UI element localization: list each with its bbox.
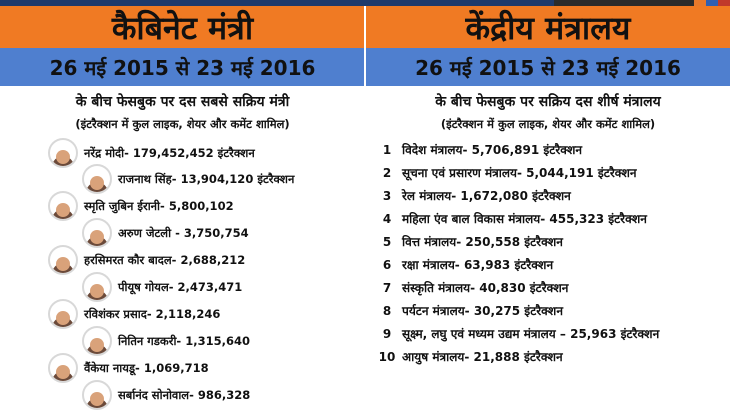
ministries-subtitle: के बीच फेसबुक पर सक्रिय दस शीर्ष मंत्रालय	[435, 94, 661, 110]
ministry-label: सूचना एवं प्रसारण मंत्रालय- 5,044,191 इंटरैक्शन	[402, 166, 637, 180]
person-photo-icon	[82, 164, 112, 194]
ministry-rank: 5	[382, 235, 392, 249]
ministry-label: आयुष मंत्रालय- 21,888 इंटरैक्शन	[402, 350, 563, 364]
ministries-date-range: 26 मई 2015 से 23 मई 2016	[366, 48, 730, 86]
minister-label: रविशंकर प्रसाद- 2,118,246	[84, 306, 221, 321]
ministry-item	[376, 303, 730, 319]
person-photo-icon	[48, 353, 78, 383]
person-photo-icon	[48, 191, 78, 221]
ministry-label: पर्यटन मंत्रालय- 30,275 इंटरैक्शन	[402, 304, 563, 318]
minister-label: पीयूष गोयल- 2,473,471	[118, 279, 243, 294]
minister-row	[82, 272, 242, 302]
person-photo-icon	[82, 218, 112, 248]
person-photo-icon	[82, 272, 112, 302]
ministry-rank: 9	[382, 327, 392, 341]
minister-row	[48, 353, 209, 383]
ministry-label: रेल मंत्रालय- 1,672,080 इंटरैक्शन	[402, 189, 571, 203]
person-photo-icon	[82, 380, 112, 410]
person-photo-icon	[82, 326, 112, 356]
cabinet-date-range: 26 मई 2015 से 23 मई 2016	[0, 48, 365, 86]
cabinet-subtitle: के बीच फेसबुक पर दस सबसे सक्रिय मंत्री	[75, 94, 290, 110]
ministry-rank: 4	[382, 212, 392, 226]
ministry-item	[376, 326, 730, 342]
person-photo-icon	[48, 299, 78, 329]
ministry-item	[376, 211, 730, 227]
ministry-rank: 6	[382, 258, 392, 272]
minister-row	[82, 380, 250, 410]
minister-label: हरसिमरत कौर बादल- 2,688,212	[84, 252, 246, 267]
cabinet-note: (इंटरैक्शन में कुल लाइक, शेयर और कमेंट शामिल)	[75, 117, 290, 131]
ministry-label: विदेश मंत्रालय- 5,706,891 इंटरैक्शन	[402, 143, 583, 157]
minister-label: राजनाथ सिंह- 13,904,120 इंटरैक्शन	[118, 171, 295, 186]
cabinet-ministers-panel	[0, 6, 365, 420]
ministry-item	[376, 257, 730, 273]
ministry-item	[376, 165, 730, 181]
minister-row	[82, 164, 294, 194]
minister-label: स्मृति जुबिन ईरानी- 5,800,102	[84, 198, 234, 213]
ministry-label: रक्षा मंत्रालय- 63,983 इंटरैक्शन	[402, 258, 554, 272]
ministry-rank: 3	[382, 189, 392, 203]
minister-list	[0, 138, 365, 408]
minister-label: नितिन गडकरी- 1,315,640	[118, 333, 250, 348]
person-photo-icon	[48, 138, 78, 168]
minister-row	[82, 326, 250, 356]
ministry-item	[376, 188, 730, 204]
minister-label: अरुण जेटली - 3,750,754	[118, 225, 249, 240]
ministry-label: वित्त मंत्रालय- 250,558 इंटरैक्शन	[402, 235, 563, 249]
ministry-rank: 1	[382, 143, 392, 157]
ministry-item	[376, 234, 730, 250]
ministry-item	[376, 349, 730, 365]
minister-row	[48, 191, 234, 221]
ministry-item	[376, 280, 730, 296]
ministry-rank: 7	[382, 281, 392, 295]
minister-label: वैंकेया नायडू- 1,069,718	[84, 360, 209, 375]
ministry-rank: 8	[382, 304, 392, 318]
ministry-label: महिला एंव बाल विकास मंत्रालय- 455,323 इंटरैक्शन	[402, 212, 647, 226]
ministry-label: संस्कृति मंत्रालय- 40,830 इंटरैक्शन	[402, 281, 569, 295]
ministry-item	[376, 142, 730, 158]
ministry-rank: 2	[382, 166, 392, 180]
ministries-note: (इंटरैक्शन में कुल लाइक, शेयर और कमेंट शामिल)	[440, 117, 656, 131]
ministry-list	[366, 142, 730, 365]
minister-row	[48, 245, 245, 275]
minister-row	[48, 299, 220, 329]
minister-row	[82, 218, 249, 248]
cabinet-title: कैबिनेट मंत्री	[0, 6, 365, 48]
minister-label: सर्बानंद सोनोवाल- 986,328	[118, 387, 251, 402]
ministries-panel	[366, 6, 730, 420]
ministry-rank: 10	[378, 350, 396, 364]
ministry-label: सूक्ष्म, लघु एवं मध्यम उद्यम मंत्रालय – 25,963 इंटरैक्शन	[402, 327, 660, 341]
minister-label: नरेंद्र मोदी- 179,452,452 इंटरैक्शन	[84, 145, 255, 160]
person-photo-icon	[48, 245, 78, 275]
ministries-title: केंद्रीय मंत्रालय	[366, 6, 730, 48]
